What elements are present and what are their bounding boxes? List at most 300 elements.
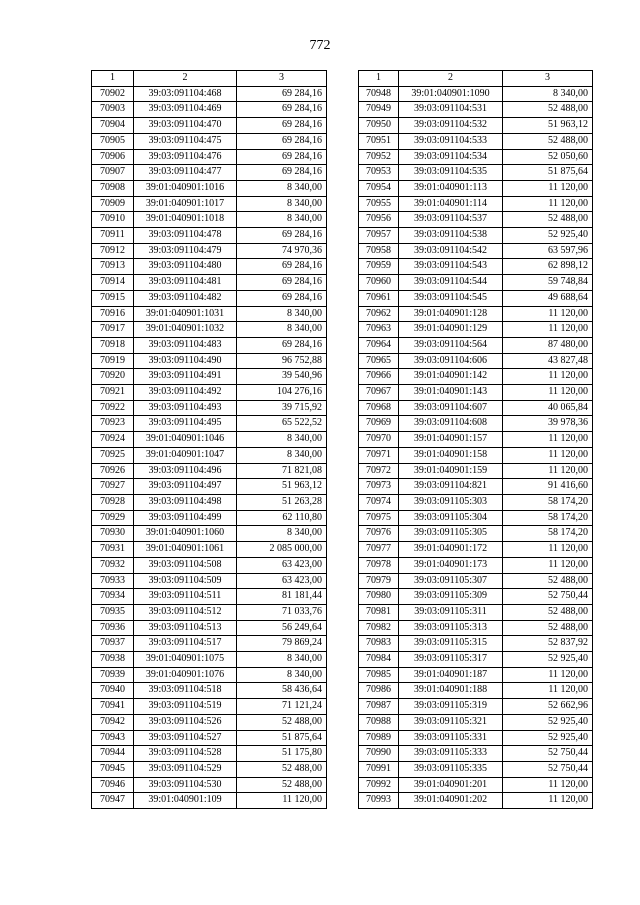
table-row — [92, 102, 327, 118]
table-row — [359, 385, 593, 401]
cadastral-number-cell: 39:03:091104:564 — [399, 337, 503, 353]
table-row — [359, 322, 593, 338]
cadastral-number-cell: 39:01:040901:202 — [399, 793, 503, 809]
row-number-cell: 70919 — [92, 353, 134, 369]
table-row — [92, 636, 327, 652]
row-number-cell: 70973 — [359, 479, 399, 495]
row-number-cell: 70912 — [92, 243, 134, 259]
cadastral-number-cell: 39:03:091105:333 — [399, 746, 503, 762]
row-number-cell: 70965 — [359, 353, 399, 369]
value-cell: 51 263,28 — [237, 494, 327, 510]
table-row — [92, 369, 327, 385]
table-row — [359, 683, 593, 699]
row-number-cell: 70918 — [92, 337, 134, 353]
row-number-cell: 70933 — [92, 573, 134, 589]
value-cell: 52 488,00 — [503, 620, 593, 636]
cadastral-number-cell: 39:03:091105:303 — [399, 494, 503, 510]
cadastral-number-cell: 39:03:091105:315 — [399, 636, 503, 652]
row-number-cell: 70925 — [92, 447, 134, 463]
cadastral-number-cell: 39:01:040901:1018 — [134, 212, 237, 228]
row-number-cell: 70971 — [359, 447, 399, 463]
header-row — [359, 71, 593, 87]
row-number-cell: 70932 — [92, 557, 134, 573]
table-row — [359, 337, 593, 353]
value-cell: 11 120,00 — [503, 369, 593, 385]
cadastral-number-cell: 39:01:040901:1076 — [134, 667, 237, 683]
row-number-cell: 70959 — [359, 259, 399, 275]
row-number-cell: 70980 — [359, 589, 399, 605]
value-cell: 51 963,12 — [237, 479, 327, 495]
table-row — [359, 290, 593, 306]
cadastral-number-cell: 39:03:091104:495 — [134, 416, 237, 432]
row-number-cell: 70949 — [359, 102, 399, 118]
cadastral-number-cell: 39:03:091104:518 — [134, 683, 237, 699]
value-cell: 11 120,00 — [503, 683, 593, 699]
value-cell: 52 750,44 — [503, 746, 593, 762]
value-cell: 11 120,00 — [503, 432, 593, 448]
value-cell: 8 340,00 — [237, 180, 327, 196]
row-number-cell: 70914 — [92, 275, 134, 291]
cadastral-number-cell: 39:03:091104:519 — [134, 699, 237, 715]
value-cell: 11 120,00 — [503, 777, 593, 793]
value-cell: 11 120,00 — [503, 447, 593, 463]
table-row — [92, 259, 327, 275]
table-row — [92, 573, 327, 589]
table-row — [92, 306, 327, 322]
cadastral-number-cell: 39:03:091104:477 — [134, 165, 237, 181]
value-cell: 58 174,20 — [503, 526, 593, 542]
table-row — [359, 416, 593, 432]
row-number-cell: 70927 — [92, 479, 134, 495]
table-row — [92, 604, 327, 620]
cadastral-number-cell: 39:03:091104:470 — [134, 118, 237, 134]
table-row — [359, 212, 593, 228]
value-cell: 69 284,16 — [237, 86, 327, 102]
cadastral-number-cell: 39:03:091104:517 — [134, 636, 237, 652]
cadastral-number-cell: 39:01:040901:114 — [399, 196, 503, 212]
page-number: 772 — [309, 38, 331, 53]
table-row — [92, 290, 327, 306]
value-cell: 71 121,24 — [237, 699, 327, 715]
row-number-cell: 70961 — [359, 290, 399, 306]
cadastral-number-cell: 39:03:091104:535 — [399, 165, 503, 181]
value-cell: 69 284,16 — [237, 228, 327, 244]
table-row — [92, 432, 327, 448]
cadastral-number-cell: 39:03:091104:542 — [399, 243, 503, 259]
cadastral-number-cell: 39:01:040901:158 — [399, 447, 503, 463]
cadastral-number-cell: 39:03:091105:335 — [399, 761, 503, 777]
cadastral-number-cell: 39:03:091104:499 — [134, 510, 237, 526]
table-row — [359, 149, 593, 165]
cadastral-number-cell: 39:03:091104:498 — [134, 494, 237, 510]
table-row — [359, 667, 593, 683]
row-number-cell: 70981 — [359, 604, 399, 620]
value-cell: 52 488,00 — [503, 212, 593, 228]
table-row — [359, 746, 593, 762]
value-cell: 39 715,92 — [237, 400, 327, 416]
row-number-cell: 70957 — [359, 228, 399, 244]
cadastral-number-cell: 39:03:091104:480 — [134, 259, 237, 275]
value-cell: 63 597,96 — [503, 243, 593, 259]
value-cell: 11 120,00 — [503, 793, 593, 809]
row-number-cell: 70936 — [92, 620, 134, 636]
table-row — [359, 777, 593, 793]
cadastral-number-cell: 39:01:040901:1090 — [399, 86, 503, 102]
row-number-cell: 70988 — [359, 714, 399, 730]
table-row — [92, 337, 327, 353]
table-row — [92, 557, 327, 573]
cadastral-number-cell: 39:01:040901:1075 — [134, 652, 237, 668]
cadastral-number-cell: 39:01:040901:113 — [399, 180, 503, 196]
value-cell: 69 284,16 — [237, 133, 327, 149]
value-cell: 52 488,00 — [503, 604, 593, 620]
row-number-cell: 70958 — [359, 243, 399, 259]
value-cell: 79 869,24 — [237, 636, 327, 652]
value-cell: 81 181,44 — [237, 589, 327, 605]
table-row — [359, 542, 593, 558]
cadastral-number-cell: 39:03:091104:511 — [134, 589, 237, 605]
value-cell: 91 416,60 — [503, 479, 593, 495]
value-cell: 52 488,00 — [503, 102, 593, 118]
table-row — [359, 793, 593, 809]
table-row — [92, 385, 327, 401]
row-number-cell: 70950 — [359, 118, 399, 134]
value-cell: 11 120,00 — [503, 196, 593, 212]
column-header-cadastral-number: 2 — [134, 71, 237, 87]
value-cell: 8 340,00 — [237, 432, 327, 448]
row-number-cell: 70972 — [359, 463, 399, 479]
table-row — [92, 652, 327, 668]
value-cell: 11 120,00 — [503, 463, 593, 479]
row-number-cell: 70967 — [359, 385, 399, 401]
value-cell: 11 120,00 — [503, 306, 593, 322]
table-row — [92, 118, 327, 134]
value-cell: 71 033,76 — [237, 604, 327, 620]
row-number-cell: 70935 — [92, 604, 134, 620]
table-row — [92, 400, 327, 416]
column-header-cadastral-number: 2 — [399, 71, 503, 87]
cadastral-number-cell: 39:03:091104:821 — [399, 479, 503, 495]
cadastral-number-cell: 39:03:091104:469 — [134, 102, 237, 118]
value-cell: 52 050,60 — [503, 149, 593, 165]
cadastral-number-cell: 39:03:091104:538 — [399, 228, 503, 244]
table-row — [359, 557, 593, 573]
cadastral-number-cell: 39:03:091104:509 — [134, 573, 237, 589]
value-cell: 104 276,16 — [237, 385, 327, 401]
cadastral-number-cell: 39:03:091105:319 — [399, 699, 503, 715]
table-row — [92, 494, 327, 510]
value-cell: 51 175,80 — [237, 746, 327, 762]
row-number-cell: 70948 — [359, 86, 399, 102]
row-number-cell: 70963 — [359, 322, 399, 338]
value-cell: 11 120,00 — [237, 793, 327, 809]
value-cell: 52 488,00 — [237, 714, 327, 730]
table-row — [359, 86, 593, 102]
cadastral-number-cell: 39:03:091104:513 — [134, 620, 237, 636]
cadastral-number-cell: 39:01:040901:1017 — [134, 196, 237, 212]
row-number-cell: 70960 — [359, 275, 399, 291]
value-cell: 11 120,00 — [503, 385, 593, 401]
cadastral-number-cell: 39:03:091104:490 — [134, 353, 237, 369]
row-number-cell: 70945 — [92, 761, 134, 777]
cadastral-number-cell: 39:03:091104:530 — [134, 777, 237, 793]
row-number-cell: 70929 — [92, 510, 134, 526]
value-cell: 8 340,00 — [237, 667, 327, 683]
cadastral-number-cell: 39:03:091104:478 — [134, 228, 237, 244]
row-number-cell: 70946 — [92, 777, 134, 793]
table-row — [92, 714, 327, 730]
table-row — [359, 102, 593, 118]
cadastral-number-cell: 39:01:040901:201 — [399, 777, 503, 793]
register-table-left — [91, 70, 327, 809]
table-row — [359, 494, 593, 510]
row-number-cell: 70987 — [359, 699, 399, 715]
cadastral-number-cell: 39:03:091104:483 — [134, 337, 237, 353]
value-cell: 69 284,16 — [237, 102, 327, 118]
table-row — [359, 463, 593, 479]
cadastral-number-cell: 39:01:040901:172 — [399, 542, 503, 558]
value-cell: 43 827,48 — [503, 353, 593, 369]
row-number-cell: 70962 — [359, 306, 399, 322]
cadastral-number-cell: 39:03:091104:528 — [134, 746, 237, 762]
value-cell: 69 284,16 — [237, 290, 327, 306]
value-cell: 62 110,80 — [237, 510, 327, 526]
table-row — [359, 589, 593, 605]
row-number-cell: 70938 — [92, 652, 134, 668]
table-row — [92, 746, 327, 762]
cadastral-number-cell: 39:03:091105:311 — [399, 604, 503, 620]
table-row — [359, 714, 593, 730]
table-row — [359, 133, 593, 149]
row-number-cell: 70924 — [92, 432, 134, 448]
table-row — [359, 196, 593, 212]
table-row — [359, 730, 593, 746]
value-cell: 40 065,84 — [503, 400, 593, 416]
table-row — [359, 306, 593, 322]
row-number-cell: 70939 — [92, 667, 134, 683]
cadastral-number-cell: 39:03:091104:512 — [134, 604, 237, 620]
table-row — [92, 510, 327, 526]
table-row — [92, 479, 327, 495]
value-cell: 49 688,64 — [503, 290, 593, 306]
row-number-cell: 70990 — [359, 746, 399, 762]
register-table-right — [358, 70, 593, 809]
cadastral-number-cell: 39:01:040901:143 — [399, 385, 503, 401]
table-row — [92, 683, 327, 699]
cadastral-number-cell: 39:03:091105:313 — [399, 620, 503, 636]
value-cell: 11 120,00 — [503, 542, 593, 558]
value-cell: 52 488,00 — [503, 573, 593, 589]
cadastral-number-cell: 39:03:091104:533 — [399, 133, 503, 149]
value-cell: 96 752,88 — [237, 353, 327, 369]
value-cell: 11 120,00 — [503, 322, 593, 338]
table-row — [92, 793, 327, 809]
row-number-cell: 70913 — [92, 259, 134, 275]
value-cell: 69 284,16 — [237, 337, 327, 353]
cadastral-number-cell: 39:01:040901:187 — [399, 667, 503, 683]
value-cell: 69 284,16 — [237, 149, 327, 165]
value-cell: 69 284,16 — [237, 165, 327, 181]
table-row — [359, 510, 593, 526]
cadastral-number-cell: 39:03:091104:534 — [399, 149, 503, 165]
row-number-cell: 70976 — [359, 526, 399, 542]
table-row — [92, 180, 327, 196]
row-number-cell: 70992 — [359, 777, 399, 793]
table-row — [359, 652, 593, 668]
row-number-cell: 70916 — [92, 306, 134, 322]
row-number-cell: 70970 — [359, 432, 399, 448]
row-number-cell: 70974 — [359, 494, 399, 510]
table-row — [359, 243, 593, 259]
row-number-cell: 70989 — [359, 730, 399, 746]
cadastral-number-cell: 39:03:091104:543 — [399, 259, 503, 275]
table-row — [92, 526, 327, 542]
column-header-value: 3 — [503, 71, 593, 87]
value-cell: 11 120,00 — [503, 180, 593, 196]
row-number-cell: 70904 — [92, 118, 134, 134]
row-number-cell: 70975 — [359, 510, 399, 526]
row-number-cell: 70978 — [359, 557, 399, 573]
table-row — [92, 589, 327, 605]
value-cell: 58 174,20 — [503, 510, 593, 526]
value-cell: 52 750,44 — [503, 589, 593, 605]
cadastral-number-cell: 39:03:091104:531 — [399, 102, 503, 118]
value-cell: 87 480,00 — [503, 337, 593, 353]
row-number-cell: 70968 — [359, 400, 399, 416]
cadastral-number-cell: 39:01:040901:159 — [399, 463, 503, 479]
value-cell: 71 821,08 — [237, 463, 327, 479]
table-row — [359, 526, 593, 542]
row-number-cell: 70937 — [92, 636, 134, 652]
row-number-cell: 70920 — [92, 369, 134, 385]
cadastral-number-cell: 39:03:091104:608 — [399, 416, 503, 432]
row-number-cell: 70922 — [92, 400, 134, 416]
cadastral-number-cell: 39:03:091105:305 — [399, 526, 503, 542]
value-cell: 8 340,00 — [237, 526, 327, 542]
row-number-cell: 70964 — [359, 337, 399, 353]
row-number-cell: 70983 — [359, 636, 399, 652]
value-cell: 69 284,16 — [237, 118, 327, 134]
table-row — [92, 133, 327, 149]
row-number-cell: 70944 — [92, 746, 134, 762]
row-number-cell: 70906 — [92, 149, 134, 165]
table-row — [359, 369, 593, 385]
table-row — [359, 432, 593, 448]
cadastral-number-cell: 39:03:091104:527 — [134, 730, 237, 746]
value-cell: 39 978,36 — [503, 416, 593, 432]
table-row — [92, 730, 327, 746]
value-cell: 56 249,64 — [237, 620, 327, 636]
cadastral-number-cell: 39:03:091104:537 — [399, 212, 503, 228]
value-cell: 52 662,96 — [503, 699, 593, 715]
cadastral-number-cell: 39:03:091104:508 — [134, 557, 237, 573]
value-cell: 52 925,40 — [503, 714, 593, 730]
value-cell: 63 423,00 — [237, 573, 327, 589]
column-header-value: 3 — [237, 71, 327, 87]
cadastral-number-cell: 39:03:091105:307 — [399, 573, 503, 589]
cadastral-number-cell: 39:03:091104:492 — [134, 385, 237, 401]
cadastral-number-cell: 39:03:091104:526 — [134, 714, 237, 730]
table-row — [359, 400, 593, 416]
table-row — [92, 463, 327, 479]
cadastral-number-cell: 39:03:091104:468 — [134, 86, 237, 102]
cadastral-number-cell: 39:03:091105:317 — [399, 652, 503, 668]
table-row — [92, 86, 327, 102]
value-cell: 52 837,92 — [503, 636, 593, 652]
table-row — [92, 761, 327, 777]
row-number-cell: 70993 — [359, 793, 399, 809]
value-cell: 11 120,00 — [503, 667, 593, 683]
row-number-cell: 70979 — [359, 573, 399, 589]
row-number-cell: 70921 — [92, 385, 134, 401]
cadastral-number-cell: 39:03:091104:544 — [399, 275, 503, 291]
value-cell: 8 340,00 — [237, 322, 327, 338]
row-number-cell: 70917 — [92, 322, 134, 338]
table-row — [359, 447, 593, 463]
cadastral-number-cell: 39:01:040901:142 — [399, 369, 503, 385]
table-row — [359, 353, 593, 369]
table-row — [92, 196, 327, 212]
value-cell: 52 925,40 — [503, 652, 593, 668]
row-number-cell: 70941 — [92, 699, 134, 715]
table-row — [359, 275, 593, 291]
cadastral-number-cell: 39:03:091104:491 — [134, 369, 237, 385]
cadastral-number-cell: 39:03:091105:321 — [399, 714, 503, 730]
value-cell: 52 488,00 — [237, 777, 327, 793]
value-cell: 51 963,12 — [503, 118, 593, 134]
row-number-cell: 70928 — [92, 494, 134, 510]
table-row — [92, 620, 327, 636]
cadastral-number-cell: 39:03:091105:309 — [399, 589, 503, 605]
cadastral-number-cell: 39:01:040901:1016 — [134, 180, 237, 196]
table-row — [92, 447, 327, 463]
row-number-cell: 70947 — [92, 793, 134, 809]
table-row — [92, 243, 327, 259]
row-number-cell: 70931 — [92, 542, 134, 558]
row-number-cell: 70982 — [359, 620, 399, 636]
value-cell: 58 174,20 — [503, 494, 593, 510]
cadastral-number-cell: 39:01:040901:1046 — [134, 432, 237, 448]
row-number-cell: 70909 — [92, 196, 134, 212]
row-number-cell: 70952 — [359, 149, 399, 165]
value-cell: 62 898,12 — [503, 259, 593, 275]
value-cell: 8 340,00 — [237, 306, 327, 322]
row-number-cell: 70907 — [92, 165, 134, 181]
cadastral-number-cell: 39:03:091104:607 — [399, 400, 503, 416]
cadastral-number-cell: 39:03:091104:479 — [134, 243, 237, 259]
value-cell: 8 340,00 — [237, 652, 327, 668]
cadastral-number-cell: 39:01:040901:1047 — [134, 447, 237, 463]
row-number-cell: 70985 — [359, 667, 399, 683]
row-number-cell: 70911 — [92, 228, 134, 244]
value-cell: 8 340,00 — [503, 86, 593, 102]
cadastral-number-cell: 39:03:091104:493 — [134, 400, 237, 416]
value-cell: 52 488,00 — [503, 133, 593, 149]
row-number-cell: 70905 — [92, 133, 134, 149]
value-cell: 52 925,40 — [503, 730, 593, 746]
table-row — [359, 604, 593, 620]
table-row — [92, 699, 327, 715]
value-cell: 8 340,00 — [237, 447, 327, 463]
cadastral-number-cell: 39:03:091104:481 — [134, 275, 237, 291]
row-number-cell: 70923 — [92, 416, 134, 432]
value-cell: 39 540,96 — [237, 369, 327, 385]
row-number-cell: 70930 — [92, 526, 134, 542]
row-number-cell: 70940 — [92, 683, 134, 699]
table-row — [92, 228, 327, 244]
row-number-cell: 70986 — [359, 683, 399, 699]
table-row — [359, 118, 593, 134]
